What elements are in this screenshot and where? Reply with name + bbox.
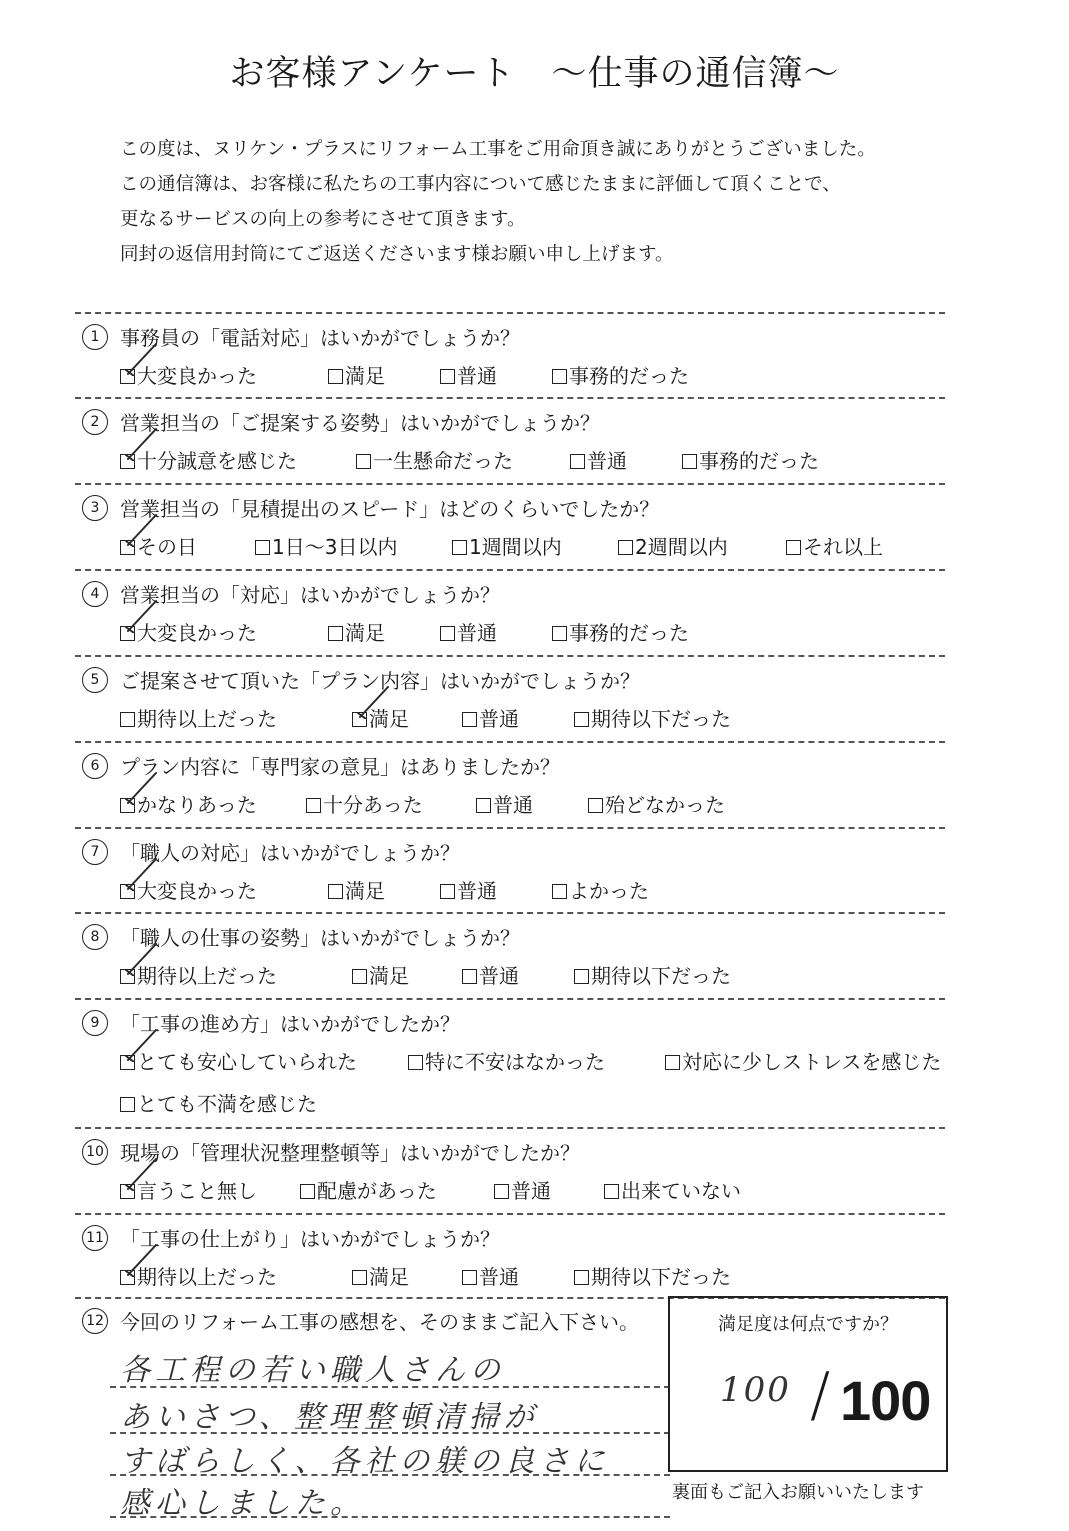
option-checkbox[interactable] [255,531,397,560]
option-label: 期待以上だった [137,1265,277,1289]
question-10 [82,1135,962,1221]
option-label: とても不満を感じた [137,1092,317,1116]
checkbox-square[interactable] [255,540,270,555]
checkbox-square[interactable] [552,884,567,899]
option-checkbox[interactable] [476,789,533,818]
option-checkbox[interactable] [306,789,423,818]
option-label: 満足 [369,707,409,731]
option-label: 普通 [493,793,533,817]
option-checkbox[interactable] [120,1175,257,1204]
option-checkbox[interactable] [462,960,519,989]
question-number: 8 [82,924,108,950]
question-3 [82,491,962,577]
question-number: 12 [82,1308,108,1334]
option-checkbox[interactable] [352,703,409,732]
checkbox-square[interactable] [574,1270,589,1285]
intro-line: この度は、ヌリケン・プラスにリフォーム工事をご用命頂き誠にありがとうございました。 [120,139,876,160]
checkbox-square[interactable] [120,626,135,641]
checkbox-square[interactable] [574,969,589,984]
handwritten-line: 各工程の若い職人さんの [120,1353,505,1388]
option-checkbox[interactable] [440,875,497,904]
checkbox-square[interactable] [440,369,455,384]
option-label: 事務的だった [569,621,689,645]
option-label: 普通 [479,964,519,988]
checkbox-square[interactable] [552,626,567,641]
question-text: 事務員の「電話対応」はいかがでしょうか？ [120,326,520,350]
option-checkbox[interactable] [574,1261,731,1290]
checkbox-square[interactable] [604,1184,619,1199]
checkbox-square[interactable] [120,454,135,469]
checkbox-square[interactable] [462,969,477,984]
option-label: 対応に少しストレスを感じた [682,1050,942,1074]
question-1 [82,320,962,406]
dashed-separator [75,312,945,314]
checkbox-square[interactable] [356,454,371,469]
option-checkbox[interactable] [120,1046,357,1075]
option-label: 満足 [345,879,385,903]
option-label: 期待以上だった [137,707,277,731]
option-checkbox[interactable] [120,1088,317,1117]
question-text: 営業担当の「対応」はいかがでしょうか？ [120,583,500,607]
option-checkbox[interactable] [120,789,257,818]
option-label: 十分あった [323,793,423,817]
checkbox-square[interactable] [328,884,343,899]
question-7 [82,835,962,921]
option-checkbox[interactable] [462,703,519,732]
question-6 [82,749,962,835]
option-checkbox[interactable] [120,360,257,389]
writing-line [110,1474,670,1476]
option-checkbox[interactable] [570,445,627,474]
option-label: よかった [569,879,649,903]
option-label: 1週間以内 [469,535,562,559]
option-checkbox[interactable] [328,875,385,904]
checkbox-square[interactable] [120,1097,135,1112]
checkbox-square[interactable] [120,798,135,813]
question-number: 2 [82,409,108,435]
question-number: 6 [82,753,108,779]
question-text: 現場の「管理状況整理整頓等」はいかがでしたか？ [120,1141,580,1165]
checkbox-square[interactable] [408,1055,423,1070]
checkbox-square[interactable] [588,798,603,813]
option-label: 期待以下だった [591,964,731,988]
option-label: 殆どなかった [605,793,725,817]
writing-line [110,1516,670,1518]
option-label: 満足 [345,364,385,388]
option-label: 期待以下だった [591,1265,731,1289]
option-checkbox[interactable] [452,531,562,560]
option-checkbox[interactable] [352,960,409,989]
question-number: 10 [82,1139,108,1165]
option-label: 事務的だった [699,449,819,473]
handwritten-line: あいさつ、整理整頓清掃が [120,1400,539,1435]
option-label: 2週間以内 [635,535,728,559]
option-checkbox[interactable] [552,617,689,646]
checkbox-square[interactable] [120,540,135,555]
checkbox-square[interactable] [574,712,589,727]
question-number: 5 [82,667,108,693]
option-label: 普通 [457,879,497,903]
option-checkbox[interactable] [120,703,277,732]
option-label: 一生懸命だった [373,449,513,473]
option-label: 出来ていない [621,1179,741,1203]
option-checkbox[interactable] [552,360,689,389]
checkbox-square[interactable] [462,712,477,727]
checkbox-square[interactable] [665,1055,680,1070]
option-checkbox[interactable] [786,531,883,560]
option-checkbox[interactable] [352,1261,409,1290]
option-checkbox[interactable] [440,360,497,389]
page-title: お客様アンケート ～仕事の通信簿～ [229,54,840,94]
question-number: 11 [82,1225,108,1251]
intro-text [120,132,876,272]
option-label: 配慮があった [317,1179,437,1203]
checkbox-square[interactable] [328,369,343,384]
checkbox-square[interactable] [120,1270,135,1285]
question-8 [82,920,962,1006]
option-checkbox[interactable] [618,531,728,560]
question-text: プラン内容に「専門家の意見」はありましたか？ [120,755,560,779]
option-checkbox[interactable] [440,617,497,646]
option-checkbox[interactable] [328,617,385,646]
option-label: 十分誠意を感じた [137,449,297,473]
checkbox-square[interactable] [352,969,367,984]
option-checkbox[interactable] [120,960,277,989]
checkbox-square[interactable] [476,798,491,813]
checkbox-square[interactable] [120,1055,135,1070]
checkbox-square[interactable] [462,1270,477,1285]
checkbox-square[interactable] [120,969,135,984]
option-label: 1日～3日以内 [272,535,398,559]
option-label: 普通 [457,621,497,645]
option-checkbox[interactable] [574,960,731,989]
option-label: 大変良かった [137,879,257,903]
question-9 [82,1006,962,1116]
intro-line: 更なるサービスの向上の参考にさせて頂きます。 [120,209,526,230]
checkbox-square[interactable] [786,540,801,555]
checkbox-square[interactable] [452,540,467,555]
intro-line: この通信簿は、お客様に私たちの工事内容について感じたままに評価して頂くことで、 [120,174,841,195]
checkbox-square[interactable] [120,712,135,727]
option-checkbox[interactable] [462,1261,519,1290]
score-max: 100 [840,1369,931,1432]
option-label: 普通 [457,364,497,388]
question-text: 営業担当の「見積提出のスピード」はどのくらいでしたか？ [120,497,660,521]
question-number: 3 [82,495,108,521]
option-checkbox[interactable] [300,1175,437,1204]
question-number: 1 [82,324,108,350]
checkbox-square[interactable] [352,1270,367,1285]
option-checkbox[interactable] [552,875,649,904]
option-checkbox[interactable] [665,1046,941,1075]
question-number: 4 [82,581,108,607]
option-checkbox[interactable] [408,1046,605,1075]
question-text: 「職人の仕事の姿勢」はいかがでしょうか？ [120,926,520,950]
score-label: 満足度は何点ですか？ [718,1314,898,1335]
option-checkbox[interactable] [120,617,257,646]
question-text: 「工事の仕上がり」はいかがでしょうか？ [120,1227,500,1251]
option-checkbox[interactable] [120,445,297,474]
checkbox-square[interactable] [440,884,455,899]
option-label: 言うこと無し [137,1179,257,1203]
checkbox-square[interactable] [494,1184,509,1199]
checkbox-square[interactable] [352,712,367,727]
handwritten-line: すばらしく、各社の躾の良さに [120,1444,610,1479]
checkbox-square[interactable] [328,626,343,641]
option-label: 期待以上だった [137,964,277,988]
question-text: 営業担当の「ご提案する姿勢」はいかがでしょうか？ [120,411,600,435]
question-4 [82,577,962,663]
option-checkbox[interactable] [682,445,819,474]
checkbox-square[interactable] [120,369,135,384]
dashed-separator [75,1127,945,1129]
score-slash: / [810,1360,831,1430]
option-label: 事務的だった [569,364,689,388]
option-label: 満足 [369,964,409,988]
writing-line [110,1386,670,1388]
checkbox-square[interactable] [682,454,697,469]
question-text: 「工事の進め方」はいかがでしたか？ [120,1012,460,1036]
checkbox-square[interactable] [570,454,585,469]
checkbox-square[interactable] [300,1184,315,1199]
handwritten-line: 感心しました。 [120,1486,365,1521]
option-label: 普通 [587,449,627,473]
option-label: 大変良かった [137,621,257,645]
option-checkbox[interactable] [120,531,197,560]
intro-line: 同封の返信用封筒にてご返送くださいます様お願い申し上げます。 [120,244,674,265]
option-label: 普通 [479,707,519,731]
question-number: 9 [82,1010,108,1036]
option-label: その日 [137,535,197,559]
checkbox-square[interactable] [440,626,455,641]
option-label: それ以上 [803,535,883,559]
question-text: 今回のリフォーム工事の感想を、そのままご記入下さい。 [120,1310,639,1334]
option-label: 普通 [511,1179,551,1203]
option-label: 普通 [479,1265,519,1289]
option-checkbox[interactable] [574,703,731,732]
option-checkbox[interactable] [120,1261,277,1290]
option-label: とても安心していられた [137,1050,357,1074]
question-number: 7 [82,839,108,865]
option-label: 大変良かった [137,364,257,388]
option-checkbox[interactable] [120,875,257,904]
writing-line [110,1432,670,1434]
option-checkbox[interactable] [604,1175,741,1204]
back-page-note: 裏面もご記入お願いいたします [672,1482,924,1503]
question-5 [82,663,962,749]
checkbox-square[interactable] [306,798,321,813]
option-checkbox[interactable] [588,789,725,818]
checkbox-square[interactable] [552,369,567,384]
option-label: 満足 [369,1265,409,1289]
option-label: 特に不安はなかった [425,1050,605,1074]
question-2 [82,405,962,491]
option-label: 満足 [345,621,385,645]
option-label: かなりあった [137,793,257,817]
question-11 [82,1221,962,1307]
option-checkbox[interactable] [328,360,385,389]
checkbox-square[interactable] [120,884,135,899]
option-checkbox[interactable] [494,1175,551,1204]
question-text: ご提案させて頂いた「プラン内容」はいかがでしょうか？ [120,669,640,693]
satisfaction-score-box [668,1296,948,1472]
checkbox-square[interactable] [120,1184,135,1199]
score-value[interactable]: 100 [720,1370,791,1410]
checkbox-square[interactable] [618,540,633,555]
question-text: 「職人の対応」はいかがでしょうか？ [120,841,460,865]
option-label: 期待以下だった [591,707,731,731]
option-checkbox[interactable] [356,445,513,474]
